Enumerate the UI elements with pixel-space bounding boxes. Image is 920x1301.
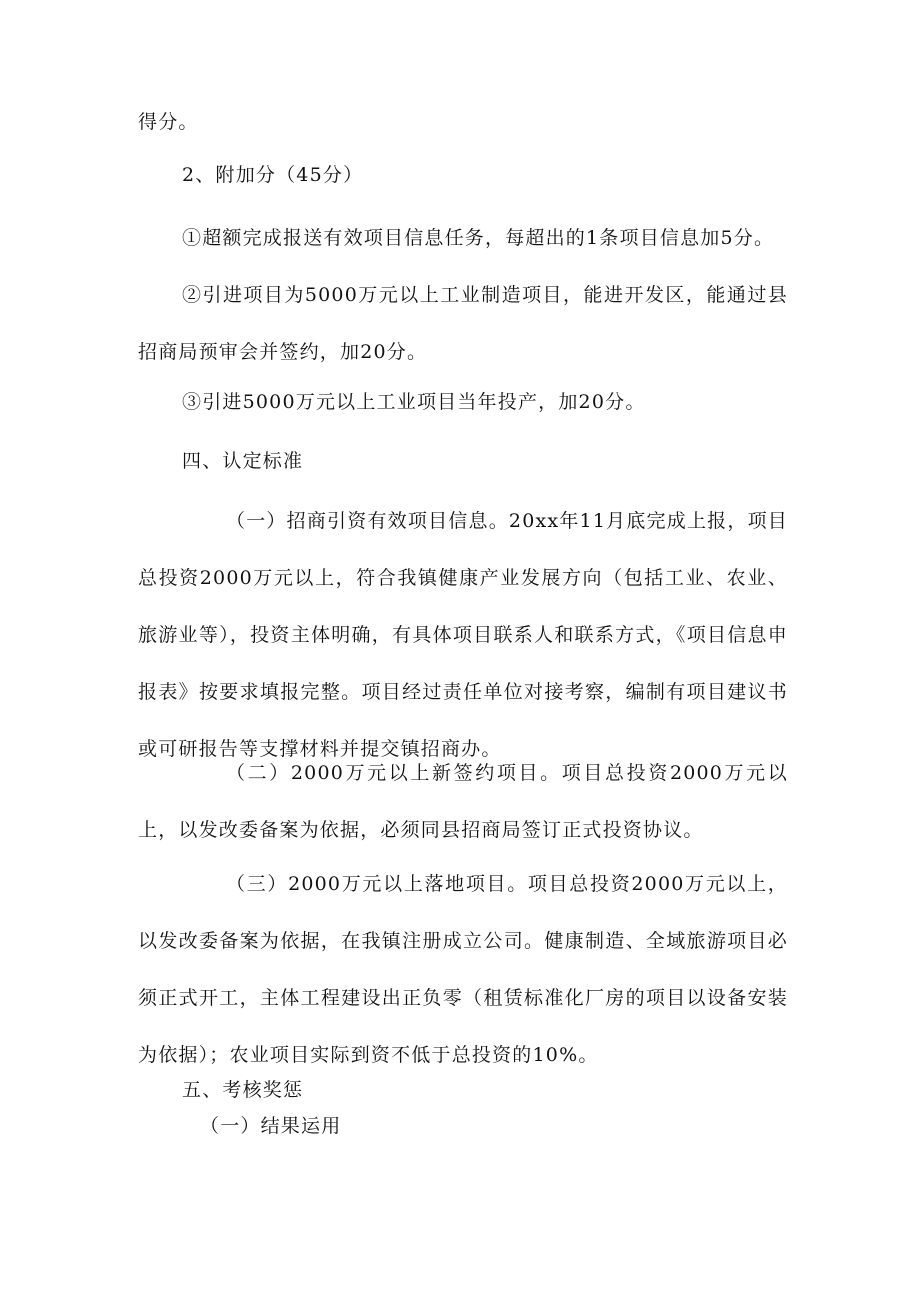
paragraph-bonus-2: ②引进项目为5000万元以上工业制造项目，能进开发区，能通过县招商局预审会并签约，加20分。 bbox=[138, 284, 788, 363]
heading-criteria: 四、认定标准 bbox=[182, 450, 304, 472]
paragraph-criteria-2: （二）2000万元以上新签约项目。项目总投资2000万元以上，以发改委备案为依据，必须同县招商局签订正式投资协议。 bbox=[138, 762, 788, 841]
heading-assessment: 五、考核奖惩 bbox=[182, 1079, 304, 1101]
heading-bonus-points: 2、附加分（45分） bbox=[182, 164, 364, 186]
paragraph-bonus-3: ③引进5000万元以上工业项目当年投产，加20分。 bbox=[182, 391, 646, 413]
heading-result-use: （一）结果运用 bbox=[200, 1115, 342, 1137]
paragraph-criteria-1: （一）招商引资有效项目信息。20xx年11月底完成上报，项目总投资2000万元以上，符合我镇健康产业发展方向（包括工业、农业、旅游业等），投资主体明确，有具体项目联系人和联系方式，《项目信息申报表》按要求填报完整。项目经过责任单位对接考察，编制有项目建议书或可研报告等支撑材料并提交镇招商办。 bbox=[138, 510, 788, 760]
paragraph-criteria-3: （三）2000万元以上落地项目。项目总投资2000万元以上，以发改委备案为依据，在我镇注册成立公司。健康制造、全域旅游项目必须正式开工，主体工程建设出正负零（租赁标准化厂房的项目以设备安装为依据）；农业项目实际到资不低于总投资的10%。 bbox=[138, 873, 788, 1066]
paragraph-score-end: 得分。 bbox=[138, 111, 199, 133]
paragraph-bonus-1: ①超额完成报送有效项目信息任务，每超出的1条项目信息加5分。 bbox=[182, 227, 775, 249]
